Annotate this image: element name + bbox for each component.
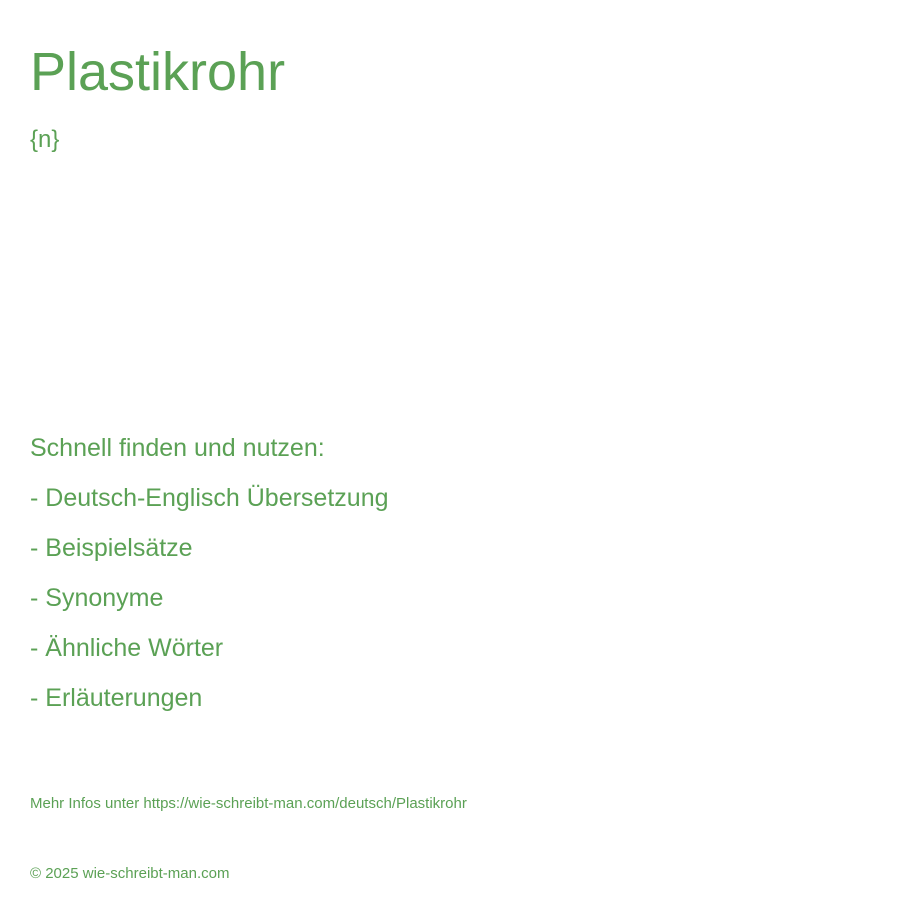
grammatical-gender: {n} [30, 126, 60, 153]
features-list [30, 423, 389, 723]
copyright-notice: © 2025 wie-schreibt-man.com [30, 865, 230, 882]
feature-explanations: - Erläuterungen [30, 684, 203, 712]
more-info-link[interactable]: Mehr Infos unter https://wie-schreibt-man.com/deutsch/Plastikrohr [30, 795, 467, 812]
feature-synonyms: - Synonyme [30, 584, 164, 612]
feature-example-sentences: - Beispielsätze [30, 534, 193, 562]
features-heading: Schnell finden und nutzen: [30, 434, 325, 462]
word-title: Plastikrohr [30, 42, 286, 102]
feature-translation: - Deutsch-Englisch Übersetzung [30, 484, 389, 512]
feature-similar-words: - Ähnliche Wörter [30, 634, 224, 662]
